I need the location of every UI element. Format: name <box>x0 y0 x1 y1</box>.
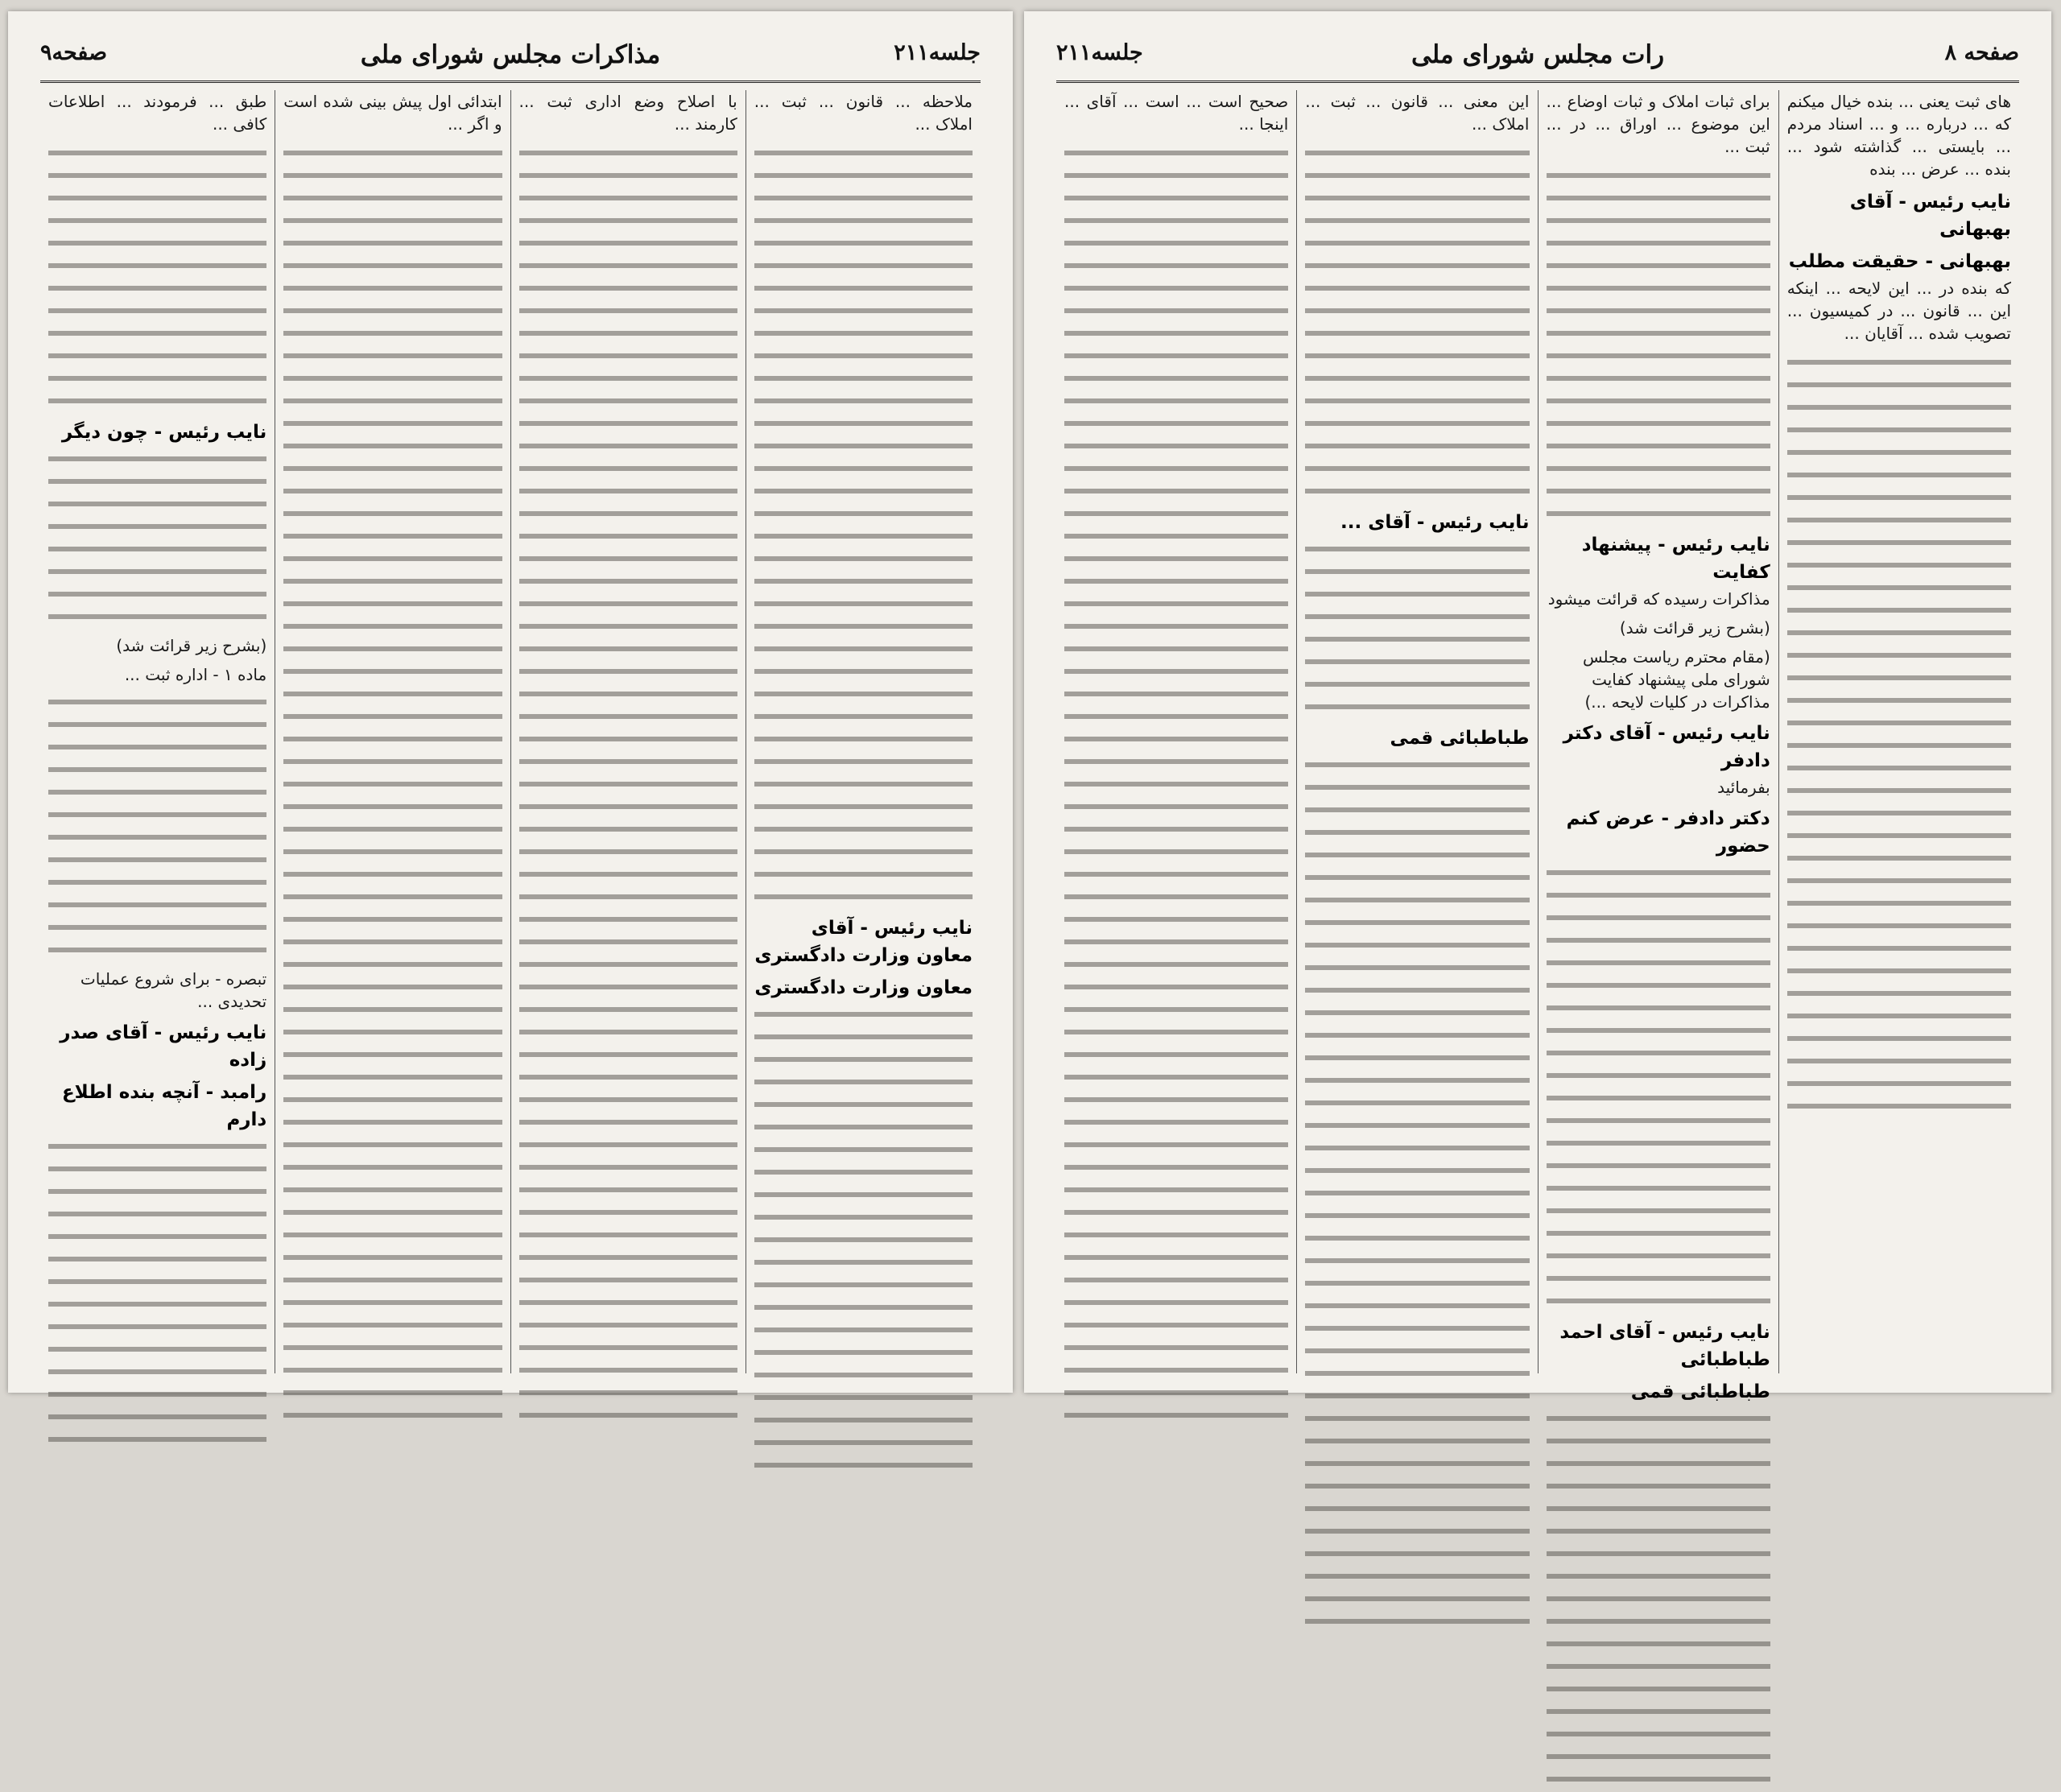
illegible-text-lines <box>283 143 502 1428</box>
text-column <box>275 90 510 1373</box>
paragraph: که بنده در ... این لایحه ... اینکه این ... قانون ... در کمیسیون ... تصویب شده ... آقایان ... <box>1786 279 2011 343</box>
illegible-text-lines <box>754 143 973 910</box>
procedural-note: بفرمائید <box>1717 778 1770 797</box>
speaker-heading: بهبهانی - حقیقت مطلب <box>1788 251 2011 272</box>
speaker-heading: نایب رئیس - آقای احمد طباطبائی <box>1559 1322 1770 1370</box>
paragraph: ابتدائی اول پیش بینی شده است و اگر ... <box>283 92 502 134</box>
page-header <box>1056 35 2019 77</box>
procedural-note: تبصره - برای شروع عملیات تحدیدی ... <box>80 969 267 1011</box>
speaker-heading: نایب رئیس - چون دیگر <box>61 422 267 443</box>
speaker-heading: دکتر دادفر - عرض کنم حضور <box>1566 808 1770 857</box>
illegible-text-lines <box>1064 143 1288 1428</box>
illegible-text-lines <box>1547 166 1770 526</box>
illegible-text-lines <box>1305 143 1529 504</box>
text-column <box>1779 90 2019 1373</box>
speaker-heading: رامبد - آنچه بنده اطلاع دارم <box>61 1082 267 1130</box>
text-column <box>746 90 981 1373</box>
newspaper-page-8 <box>1024 11 2051 1402</box>
illegible-text-lines <box>1547 863 1770 1314</box>
paragraph: صحیح است ... است ... آقای ... اینجا ... <box>1064 92 1289 134</box>
procedural-note: (بشرح زیر قرائت شد) <box>1619 618 1770 638</box>
speaker-heading: نایب رئیس - پیشنهاد کفایت <box>1581 535 1770 583</box>
illegible-text-lines <box>48 449 266 630</box>
speaker-heading: معاون وزارت دادگستری <box>754 977 973 998</box>
text-column <box>40 90 275 1373</box>
speaker-heading: نایب رئیس - آقای صدر زاده <box>60 1022 267 1071</box>
illegible-text-lines <box>754 1005 973 1478</box>
paragraph: ملاحظه ... قانون ... ثبت ... املاک ... <box>754 92 973 134</box>
newspaper-page-9 <box>8 11 1013 1393</box>
paragraph: این معنی ... قانون ... ثبت ... املاک ... <box>1305 92 1530 134</box>
paragraph: طبق ... فرمودند ... اطلاعات کافی ... <box>48 92 267 134</box>
paragraph: برای ثبات املاک و ثبات اوضاع ... این موضوع ... اوراق ... در ... ثبت ... <box>1546 92 1770 156</box>
masthead-title: رات مجلس شورای ملی <box>1410 40 1665 69</box>
paragraph: با اصلاح وضع اداری ثبت ... کارمند ... <box>518 92 737 134</box>
speaker-heading: طباطبائی قمی <box>1630 1381 1770 1402</box>
columns-container <box>40 90 981 1373</box>
procedural-note: (مقام محترم ریاست مجلس شورای ملی پیشنهاد کفایت مذاکرات در کلیات لایحه ...) <box>1583 647 1770 712</box>
speaker-heading: طباطبائی قمی <box>1390 728 1530 749</box>
header-rule <box>40 81 981 83</box>
columns-container <box>1056 90 2019 1402</box>
page-number: صفحه۹ <box>40 40 108 65</box>
text-column <box>1539 90 1779 1402</box>
illegible-text-lines <box>48 143 266 414</box>
procedural-note: ماده ۱ - اداره ثبت ... <box>124 665 267 684</box>
page-number: صفحه ۸ <box>1944 40 2019 65</box>
text-column <box>1297 90 1538 1373</box>
speaker-heading: نایب رئیس - آقای معاون وزارت دادگستری <box>754 918 973 966</box>
speaker-heading: نایب رئیس - آقای بهبهانی <box>1849 192 2011 240</box>
illegible-text-lines <box>1305 539 1529 720</box>
illegible-text-lines <box>48 1137 266 1452</box>
illegible-text-lines <box>519 143 737 1428</box>
session-number: جلسه۲۱۱ <box>894 40 981 65</box>
illegible-text-lines <box>1305 755 1529 1634</box>
procedural-note: مذاکرات رسیده که قرائت میشود <box>1547 589 1770 609</box>
illegible-text-lines <box>1787 353 2011 1119</box>
session-number: جلسه۲۱۱ <box>1056 40 1143 65</box>
header-rule <box>1056 81 2019 83</box>
speaker-heading: نایب رئیس - آقای دکتر دادفر <box>1563 723 1770 771</box>
illegible-text-lines <box>1547 1409 1770 1792</box>
paragraph: های ثبت یعنی ... بنده خیال میکنم که ... درباره ... و ... اسناد مردم ... بایستی ... گذاشته شود ... بنده ... عرض ... بنده <box>1786 92 2011 179</box>
text-column <box>511 90 746 1373</box>
illegible-text-lines <box>48 692 266 963</box>
masthead-title: مذاکرات مجلس شورای ملی <box>360 40 661 69</box>
text-column <box>1056 90 1297 1373</box>
page-header <box>40 35 981 77</box>
speaker-heading: نایب رئیس - آقای ... <box>1340 512 1530 533</box>
procedural-note: (بشرح زیر قرائت شد) <box>116 636 267 655</box>
